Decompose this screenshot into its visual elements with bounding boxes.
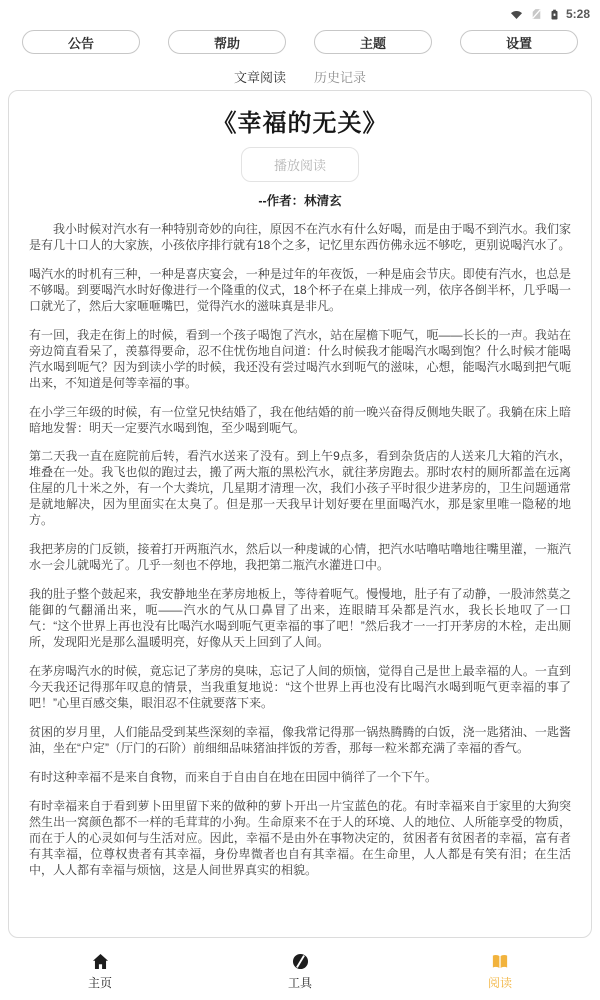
play-reading-button[interactable]: 播放阅读 [241,147,359,182]
status-time: 5:28 [565,7,590,21]
top-button-row [0,24,600,54]
article-paragraph: 贫困的岁月里，人们能品受到某些深刻的幸福，像我常记得那一锅热腾腾的白饭，浇一匙猪油、一匙酱油，坐在“户定”（厅门的石阶）前细细品味猪油拌饭的芳香，那每一粒米都充满了幸福的香气。 [29,724,571,755]
nav-label: 阅读 [487,975,512,990]
article-paragraph: 我小时候对汽水有一种特别奇妙的向往，原因不在汽水有什么好喝，而是由于喝不到汽水。我们家是有几十口人的大家族，小孩依序排行就有18个之多，记忆里东西仿佛永远不够吃，更别说喝汽水了。 [29,222,571,252]
article-card [8,90,592,938]
article-paragraph: 第二天我一直在庭院前后转，看汽水送来了没有。到上午9点多，看到杂货店的人送来几大箱的汽水，堆叠在一处。我飞也似的跑过去，搬了两大瓶的黑松汽水，就往茅房跑去。那时农村的厕所都盖在远离住屋的几十米之外，有一个大粪坑，几星期才清理一次，我们小孩子平时很少进茅房的，卫生问题通常是就地解决，因为里面实在太臭了。但是那一天我早计划好要在里面喝汽水，那是家里唯一隐秘的地方。 [29,449,571,528]
nav-item-home[interactable] [0,952,200,991]
theme-button[interactable]: 主题 [314,30,432,54]
tools-icon [291,952,310,971]
article-paragraph: 喝汽水的时机有三种，一种是喜庆宴会，一种是过年的年夜饭，一种是庙会节庆。即使有汽水，也总是不够喝。到要喝汽水时好像进行一个隆重的仪式，18个杯子在桌上排成一列，依序各倒半杯，几乎喝一口就光了，然后大家咂咂嘴巴，觉得汽水的滋味真是非凡。 [29,266,571,313]
tab-history[interactable]: 历史记录 [314,70,367,85]
settings-button[interactable]: 设置 [460,30,578,54]
battery-icon [549,7,560,22]
home-icon [91,952,110,971]
article-paragraph: 有时这种幸福不是来自食物，而来自于自由自在地在田园中徜徉了一个下午。 [29,769,438,784]
announcement-button[interactable]: 公告 [22,30,140,54]
nav-item-tools[interactable] [200,952,400,991]
book-icon [490,952,510,971]
tab-article-reading[interactable]: 文章阅读 [234,67,286,93]
status-bar [0,0,600,24]
bottom-nav [0,942,600,1000]
article-paragraph: 在茅房喝汽水的时候，竟忘记了茅房的臭味，忘记了人间的烦恼，觉得自己是世上最幸福的人。一直到今天我还记得那年叹息的情景，当我重复地说：“这个世界上再也没有比喝汽水喝到呃气更幸福的事了吧！”心里百感交集，眼泪忍不住就要落下来。 [29,663,571,710]
nav-label: 主页 [87,975,112,990]
wifi-icon [509,7,524,21]
article-title: 《幸福的无关》 [212,110,388,137]
article-body [29,222,571,878]
no-sim-icon [530,7,543,21]
nav-label: 工具 [287,975,312,990]
article-author: --作者：林清玄 [258,194,342,208]
article-paragraph: 我的肚子整个鼓起来，我安静地坐在茅房地板上，等待着呃气。慢慢地，肚子有了动静，一股沛然莫之能御的气翻涌出来，呃——汽水的气从口鼻冒了出来，连眼睛耳朵都是汽水，我长长地叹了一口气：“这个世界上再也没有比喝汽水喝到呃气更幸福的事了吧！”然后我才一一打开茅房的木栓，走出厕所，发现阳光是那么温暖明亮，好像从天上回到了人间。 [29,587,571,650]
help-button[interactable]: 帮助 [168,30,286,54]
article-paragraph: 有一回，我走在街上的时候，看到一个孩子喝饱了汽水，站在屋檐下呃气，呃——长长的一声。我站在旁边简直看呆了，羡慕得要命，忍不住忧伤地自问道：什么时候我才能喝汽水喝到饱？什么时候才能喝汽水喝到呃气？因为到读小学的时候，我还没有尝过喝汽水到呃气的滋味，心想，能喝汽水喝到把气呃出来，不知道是何等幸福的事。 [29,327,571,390]
article-paragraph: 有时幸福来自于看到萝卜田里留下来的做种的萝卜开出一片宝蓝色的花。有时幸福来自于家里的大狗突然生出一窝颜色都不一样的毛茸茸的小狗。生命原来不在于人的环境、人的地位、人所能享受的物质，而在于人的心灵如何与生活对应。因此，幸福不是由外在事物决定的，贫困者有贫困者的幸福，富有者有其幸福，位尊权贵者有其幸福，身份卑微者也自有其幸福。在生命里，人人都是有笑有泪；在生活中，人人都有幸福与烦恼，这是人间世界真实的相貌。 [29,798,571,877]
nav-item-reading[interactable] [400,952,600,991]
article-paragraph: 我把茅房的门反锁，接着打开两瓶汽水，然后以一种虔诚的心情，把汽水咕噜咕噜地往嘴里灌，一瓶汽水一会儿就喝光了。几乎一刻也不停地，我把第二瓶汽水灌进口中。 [29,542,571,573]
article-paragraph: 在小学三年级的时候，有一位堂兄快结婚了，我在他结婚的前一晚兴奋得反侧地失眠了。我躺在床上暗暗地发誓：明天一定要汽水喝到饱，至少喝到呃气。 [29,404,571,435]
